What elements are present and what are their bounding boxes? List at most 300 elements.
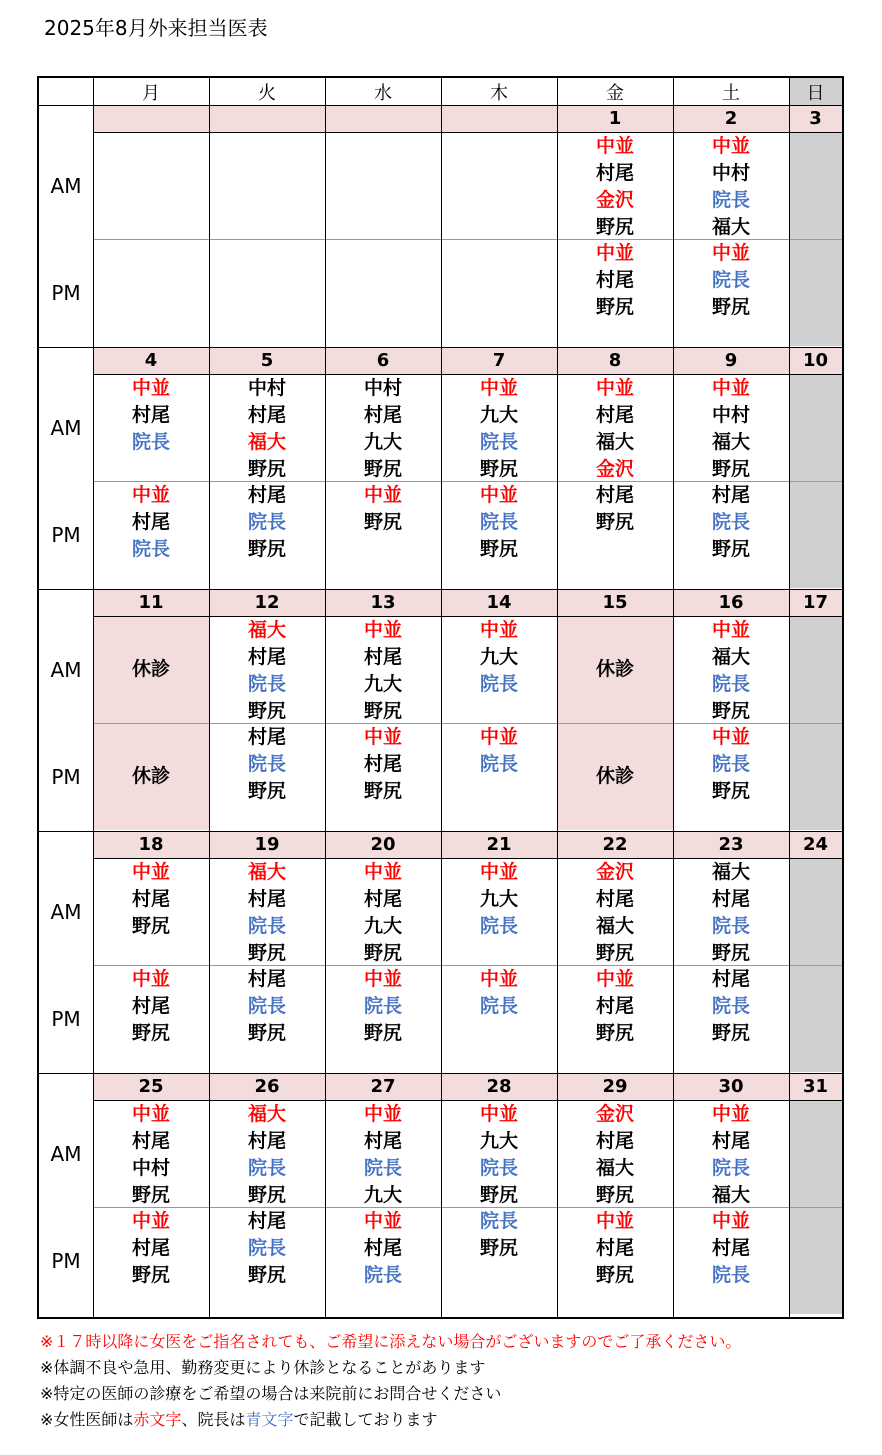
doctor-name: 野尻 [363,1022,402,1044]
doctor-name: 院長 [711,915,750,937]
weekday-header: 日 [789,78,842,105]
sunday-closed-cell [789,1100,842,1207]
doctor-name: 中並 [479,968,518,990]
doctor-name: 福大 [247,861,286,883]
doctor-name: 村尾 [363,404,402,426]
doctor-name: 院長 [711,753,750,775]
doctor-name: 中並 [711,619,750,641]
pm-doctor-cell [673,965,789,1072]
doctor-name: 院長 [247,995,286,1017]
doctor-name: 村尾 [595,484,634,506]
am-label: AM [50,415,82,440]
doctor-name: 院長 [363,1264,402,1286]
doctor-name: 野尻 [479,458,518,480]
doctor-name: 村尾 [131,1130,170,1152]
doctor-name: 中並 [479,1103,518,1125]
pm-doctor-cell [325,239,441,346]
doctor-name: 金沢 [595,861,634,883]
date-cell: 9 [673,347,789,374]
grid-line [93,132,842,133]
am-label: AM [50,899,82,924]
doctor-name: 村尾 [711,888,750,910]
doctor-name: 野尻 [363,942,402,964]
doctor-name: 村尾 [595,162,634,184]
doctor-name: 野尻 [247,942,286,964]
am-doctor-cell [673,1100,789,1207]
doctor-name: 院長 [247,753,286,775]
grid-line [93,481,842,482]
am-doctor-cell [93,374,209,481]
date-cell: 31 [789,1073,842,1100]
pm-doctor-cell [93,481,209,588]
doctor-name: 福大 [247,619,286,641]
doctor-name: 村尾 [595,269,634,291]
doctor-name: 野尻 [131,1022,170,1044]
closed-day-cell [557,616,673,723]
doctor-name: 中並 [363,484,402,506]
am-doctor-cell [209,616,325,723]
doctor-name: 中並 [711,135,750,157]
grid-line [93,105,842,106]
doctor-name: 院長 [247,1157,286,1179]
grid-line [93,78,94,1317]
doctor-name: 村尾 [363,1130,402,1152]
date-cell: 22 [557,831,673,858]
doctor-name: 野尻 [595,216,634,238]
pm-doctor-cell [325,481,441,588]
doctor-name: 金沢 [595,1103,634,1125]
pm-doctor-cell [209,723,325,830]
doctor-name: 野尻 [131,915,170,937]
sunday-closed-cell [789,239,842,346]
pm-doctor-cell [441,723,557,830]
date-cell: 1 [557,105,673,132]
note-legend-blue: 青文字 [245,1410,294,1429]
pm-label: PM [51,1006,81,1031]
date-cell [209,105,325,132]
date-cell: 17 [789,589,842,616]
doctor-name: 野尻 [711,458,750,480]
doctor-name: 九大 [363,673,402,695]
doctor-name: 院長 [711,1264,750,1286]
note-legend-red: 赤文字 [133,1410,182,1429]
date-cell: 3 [789,105,842,132]
doctor-name: 福大 [711,1184,750,1206]
doctor-name: 福大 [711,861,750,883]
date-cell: 23 [673,831,789,858]
date-cell: 19 [209,831,325,858]
doctor-name: 中並 [711,242,750,264]
sunday-closed-cell [789,723,842,830]
doctor-name: 中並 [479,484,518,506]
date-cell: 30 [673,1073,789,1100]
doctor-name: 院長 [247,1237,286,1259]
date-cell: 6 [325,347,441,374]
doctor-name: 中並 [131,1210,170,1232]
am-doctor-cell [557,858,673,965]
date-cell: 15 [557,589,673,616]
am-doctor-cell [325,1100,441,1207]
doctor-name: 院長 [711,673,750,695]
doctor-name: 中並 [595,135,634,157]
weekday-header: 火 [258,82,276,104]
doctor-name: 福大 [711,646,750,668]
am-doctor-cell [209,374,325,481]
doctor-name: 中並 [595,242,634,264]
doctor-name: 福大 [247,1103,286,1125]
doctor-name: 中村 [247,377,286,399]
pm-doctor-cell [557,1207,673,1314]
date-cell: 11 [93,589,209,616]
grid-line [93,374,842,375]
pm-doctor-cell [93,965,209,1072]
note-inquiry: ※特定の医師の診療をご希望の場合は来院前にお問合せください [40,1384,502,1403]
am-doctor-cell [673,616,789,723]
pm-doctor-cell [93,239,209,346]
doctor-name: 中並 [595,377,634,399]
doctor-name: 野尻 [711,700,750,722]
doctor-name: 中並 [595,968,634,990]
doctor-name: 野尻 [479,538,518,560]
pm-doctor-cell [209,1207,325,1314]
date-cell: 20 [325,831,441,858]
doctor-name: 院長 [479,753,518,775]
doctor-name: 村尾 [247,726,286,748]
doctor-name: 野尻 [711,1022,750,1044]
doctor-name: 中並 [363,619,402,641]
doctor-name: 村尾 [595,1130,634,1152]
am-doctor-cell [673,374,789,481]
doctor-name: 中並 [131,861,170,883]
doctor-name: 村尾 [711,968,750,990]
doctor-name: 福大 [595,915,634,937]
doctor-name: 野尻 [711,296,750,318]
closed-day-cell [557,723,673,830]
pm-label: PM [51,522,81,547]
doctor-name: 村尾 [247,484,286,506]
doctor-name: 村尾 [595,888,634,910]
am-doctor-cell [325,858,441,965]
doctor-name: 中並 [479,726,518,748]
doctor-name: 金沢 [595,189,634,211]
doctor-name: 中並 [711,1103,750,1125]
weekday-header: 土 [722,82,740,104]
sunday-closed-cell [789,1207,842,1314]
doctor-name: 村尾 [247,1130,286,1152]
closed-label: 休診 [131,765,170,787]
doctor-name: 村尾 [711,484,750,506]
doctor-name: 村尾 [131,888,170,910]
doctor-name: 院長 [131,538,170,560]
doctor-name: 福大 [711,431,750,453]
doctor-name: 野尻 [131,1184,170,1206]
doctor-name: 野尻 [363,780,402,802]
doctor-name: 九大 [363,915,402,937]
grid-line [557,78,558,1317]
doctor-name: 野尻 [247,1184,286,1206]
doctor-name: 野尻 [247,1022,286,1044]
closed-label: 休診 [595,765,634,787]
doctor-name: 野尻 [479,1237,518,1259]
pm-doctor-cell [209,965,325,1072]
am-doctor-cell [209,132,325,239]
date-cell: 26 [209,1073,325,1100]
schedule-table [37,76,844,1319]
date-cell: 5 [209,347,325,374]
date-cell: 25 [93,1073,209,1100]
doctor-name: 野尻 [247,1264,286,1286]
sunday-closed-cell [789,481,842,588]
doctor-name: 院長 [247,673,286,695]
doctor-name: 中並 [363,968,402,990]
note-legend-text: で記載しております [293,1410,438,1429]
doctor-name: 村尾 [595,404,634,426]
doctor-name: 院長 [711,269,750,291]
doctor-name: 中村 [363,377,402,399]
doctor-name: 野尻 [595,511,634,533]
doctor-name: 中並 [363,861,402,883]
note-legend [40,1407,741,1433]
pm-doctor-cell [93,1207,209,1314]
doctor-name: 村尾 [363,753,402,775]
date-cell: 16 [673,589,789,616]
doctor-name: 村尾 [595,1237,634,1259]
pm-doctor-cell [441,239,557,346]
doctor-name: 村尾 [247,888,286,910]
date-cell: 8 [557,347,673,374]
date-cell: 12 [209,589,325,616]
grid-line [93,1100,842,1101]
grid-line [673,78,674,1317]
sunday-closed-cell [789,374,842,481]
doctor-name: 村尾 [247,404,286,426]
grid-line [789,78,790,1317]
doctor-name: 院長 [479,431,518,453]
notes [40,1329,741,1433]
doctor-name: 中村 [711,162,750,184]
doctor-name: 院長 [711,189,750,211]
grid-line [93,616,842,617]
doctor-name: 院長 [247,915,286,937]
pm-doctor-cell [557,239,673,346]
doctor-name: 九大 [479,404,518,426]
grid-line [441,78,442,1317]
note-evening: ※１７時以降に女医をご指名されても、ご希望に添えない場合がございますのでご了承ください。 [40,1332,742,1351]
am-doctor-cell [673,858,789,965]
pm-doctor-cell [209,239,325,346]
pm-doctor-cell [441,481,557,588]
sunday-closed-cell [789,616,842,723]
doctor-name: 野尻 [363,700,402,722]
am-doctor-cell [325,132,441,239]
doctor-name: 院長 [131,431,170,453]
doctor-name: 院長 [479,1210,518,1232]
doctor-name: 野尻 [595,296,634,318]
am-doctor-cell [441,374,557,481]
am-doctor-cell [93,132,209,239]
closed-label: 休診 [595,658,634,680]
pm-doctor-cell [441,965,557,1072]
doctor-name: 院長 [479,673,518,695]
doctor-name: 村尾 [131,511,170,533]
doctor-name: 九大 [363,431,402,453]
am-label: AM [50,173,82,198]
am-doctor-cell [673,132,789,239]
doctor-name: 院長 [479,511,518,533]
doctor-name: 村尾 [711,1130,750,1152]
doctor-name: 村尾 [363,646,402,668]
doctor-name: 院長 [479,1157,518,1179]
doctor-name: 野尻 [595,942,634,964]
doctor-name: 九大 [363,1184,402,1206]
doctor-name: 院長 [711,1157,750,1179]
date-cell: 2 [673,105,789,132]
doctor-name: 野尻 [363,458,402,480]
doctor-name: 村尾 [711,1237,750,1259]
doctor-name: 中並 [479,619,518,641]
am-doctor-cell [209,1100,325,1207]
pm-label: PM [51,764,81,789]
doctor-name: 中並 [711,726,750,748]
note-cancellation: ※体調不良や急用、勤務変更により休診となることがあります [40,1358,486,1377]
doctor-name: 院長 [711,511,750,533]
doctor-name: 九大 [479,646,518,668]
doctor-name: 中村 [131,1157,170,1179]
pm-doctor-cell [209,481,325,588]
doctor-name: 福大 [247,431,286,453]
doctor-name: 野尻 [247,458,286,480]
am-doctor-cell [325,374,441,481]
doctor-name: 中並 [595,1210,634,1232]
doctor-name: 中並 [479,377,518,399]
am-doctor-cell [93,858,209,965]
note-legend-text: 、院長は [181,1410,246,1429]
pm-doctor-cell [673,481,789,588]
am-doctor-cell [441,616,557,723]
pm-doctor-cell [325,723,441,830]
pm-label: PM [51,280,81,305]
closed-day-cell [93,616,209,723]
doctor-name: 野尻 [363,511,402,533]
doctor-name: 中並 [711,1210,750,1232]
pm-doctor-cell [441,1207,557,1314]
doctor-name: 野尻 [711,942,750,964]
date-cell: 21 [441,831,557,858]
doctor-name: 野尻 [247,538,286,560]
date-cell: 4 [93,347,209,374]
am-label: AM [50,1141,82,1166]
pm-label: PM [51,1248,81,1273]
date-cell: 13 [325,589,441,616]
doctor-name: 村尾 [247,968,286,990]
doctor-name: 村尾 [595,995,634,1017]
doctor-name: 院長 [363,1157,402,1179]
doctor-name: 村尾 [363,1237,402,1259]
doctor-name: 中並 [131,1103,170,1125]
doctor-name: 中並 [131,968,170,990]
doctor-name: 中並 [711,377,750,399]
am-doctor-cell [557,132,673,239]
pm-doctor-cell [673,723,789,830]
doctor-name: 院長 [247,511,286,533]
doctor-name: 野尻 [247,700,286,722]
doctor-name: 福大 [595,431,634,453]
doctor-name: 福大 [595,1157,634,1179]
doctor-name: 村尾 [131,995,170,1017]
date-cell [93,105,209,132]
doctor-name: 中並 [363,1103,402,1125]
grid-line [93,239,842,240]
date-cell: 18 [93,831,209,858]
sunday-closed-cell [789,858,842,965]
doctor-name: 野尻 [711,538,750,560]
date-cell: 10 [789,347,842,374]
doctor-name: 中並 [363,1210,402,1232]
doctor-name: 野尻 [595,1184,634,1206]
am-doctor-cell [557,1100,673,1207]
doctor-name: 村尾 [131,1237,170,1259]
doctor-name: 中並 [363,726,402,748]
grid-line [93,723,842,724]
doctor-name: 院長 [363,995,402,1017]
closed-label: 休診 [131,658,170,680]
pm-doctor-cell [673,239,789,346]
date-cell: 14 [441,589,557,616]
am-doctor-cell [93,1100,209,1207]
date-cell: 29 [557,1073,673,1100]
note-legend-text: ※女性医師は [40,1410,134,1429]
doctor-name: 村尾 [131,404,170,426]
grid-line [325,78,326,1317]
grid-line [93,1207,842,1208]
doctor-name: 院長 [711,995,750,1017]
am-doctor-cell [441,858,557,965]
sunday-closed-cell [789,965,842,1072]
doctor-name: 中並 [479,861,518,883]
am-doctor-cell [209,858,325,965]
pm-doctor-cell [557,481,673,588]
weekday-header: 木 [490,82,508,104]
date-cell: 24 [789,831,842,858]
doctor-name: 野尻 [131,1264,170,1286]
am-doctor-cell [441,1100,557,1207]
pm-doctor-cell [325,965,441,1072]
date-cell: 7 [441,347,557,374]
doctor-name: 村尾 [247,1210,286,1232]
doctor-name: 九大 [479,888,518,910]
doctor-name: 中村 [711,404,750,426]
page-title: 2025年8月外来担当医表 [44,16,268,40]
doctor-name: 金沢 [595,458,634,480]
date-cell [441,105,557,132]
doctor-name: 院長 [479,915,518,937]
doctor-name: 院長 [479,995,518,1017]
doctor-name: 中並 [131,377,170,399]
am-doctor-cell [557,374,673,481]
weekday-header: 水 [374,82,392,104]
pm-doctor-cell [557,965,673,1072]
am-doctor-cell [325,616,441,723]
doctor-name: 村尾 [247,646,286,668]
doctor-name: 九大 [479,1130,518,1152]
doctor-name: 福大 [711,216,750,238]
date-cell: 27 [325,1073,441,1100]
doctor-name: 野尻 [247,780,286,802]
doctor-name: 野尻 [479,1184,518,1206]
closed-day-cell [93,723,209,830]
pm-doctor-cell [325,1207,441,1314]
grid-line [209,78,210,1317]
